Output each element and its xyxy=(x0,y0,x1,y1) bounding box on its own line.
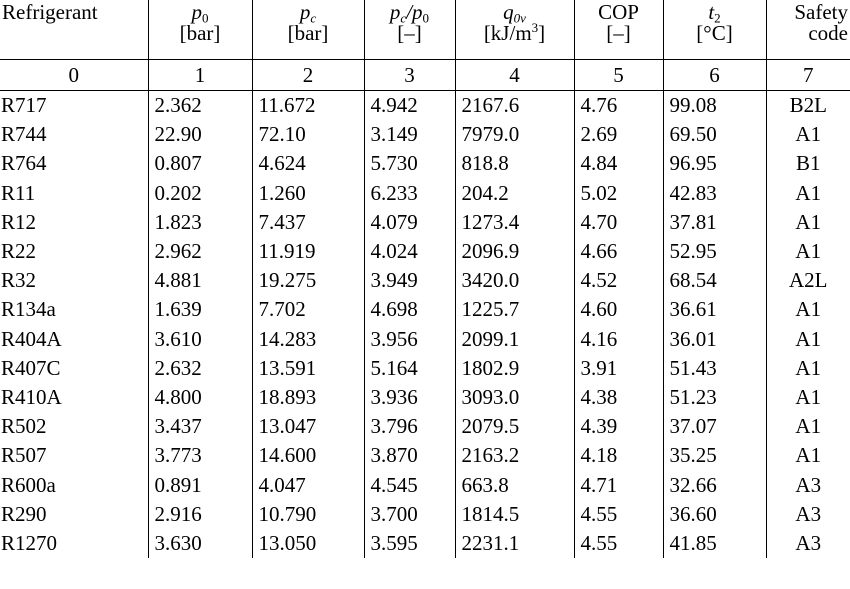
column-number: 3 xyxy=(364,60,455,91)
t2-cell: 96.95 xyxy=(663,149,766,178)
table-row xyxy=(0,179,850,208)
table-row xyxy=(0,149,850,178)
table-row xyxy=(0,120,850,149)
pressure-ratio-cell: 3.149 xyxy=(364,120,455,149)
q0v-cell: 3420.0 xyxy=(455,266,574,295)
p0-cell: 3.773 xyxy=(148,441,252,470)
table-row xyxy=(0,412,850,441)
header-ratio-slash: / xyxy=(406,0,413,24)
pressure-ratio-cell: 4.079 xyxy=(364,208,455,237)
safety-code-cell: A1 xyxy=(766,383,850,412)
q0v-cell: 1273.4 xyxy=(455,208,574,237)
refrigerant-cell: R1270 xyxy=(1,530,58,555)
pc-cell: 13.050 xyxy=(252,529,364,558)
cop-cell: 4.55 xyxy=(574,529,663,558)
table-row xyxy=(0,500,850,529)
cop-cell: 4.16 xyxy=(574,325,663,354)
table-row xyxy=(0,237,850,266)
header-q0v-unit-exponent: 3 xyxy=(531,20,539,36)
column-number: 6 xyxy=(663,60,766,91)
table-row xyxy=(0,383,850,412)
refrigerant-cell: R22 xyxy=(1,239,37,264)
table-row xyxy=(0,91,850,121)
column-number-row xyxy=(0,60,850,91)
header-pc-subscript: c xyxy=(310,10,317,26)
header-t2-unit: [°C] xyxy=(696,21,733,45)
pressure-ratio-cell: 5.730 xyxy=(364,149,455,178)
cop-cell: 4.71 xyxy=(574,470,663,499)
header-q0v-subscript: 0v xyxy=(513,10,526,26)
table-row xyxy=(0,354,850,383)
pressure-ratio-cell: 3.796 xyxy=(364,412,455,441)
q0v-cell: 204.2 xyxy=(455,179,574,208)
safety-code-cell: A1 xyxy=(766,441,850,470)
header-ratio-subscript-1: c xyxy=(400,10,407,26)
safety-code-cell: A3 xyxy=(766,470,850,499)
header-ratio-unit: [–] xyxy=(397,21,422,45)
pressure-ratio-cell: 4.545 xyxy=(364,470,455,499)
refrigerant-cell: R12 xyxy=(1,209,37,234)
header-p0-unit: [bar] xyxy=(179,21,221,45)
header-q0v-symbol: q xyxy=(503,0,514,24)
safety-code-cell: A1 xyxy=(766,325,850,354)
pc-cell: 14.600 xyxy=(252,441,364,470)
safety-code-cell: A1 xyxy=(766,354,850,383)
pc-cell: 10.790 xyxy=(252,500,364,529)
q0v-cell: 2099.1 xyxy=(455,325,574,354)
q0v-cell: 663.8 xyxy=(455,470,574,499)
header-pressure-ratio xyxy=(364,0,455,60)
p0-cell: 2.362 xyxy=(148,91,252,121)
safety-code-cell: A1 xyxy=(766,120,850,149)
t2-cell: 42.83 xyxy=(663,179,766,208)
q0v-cell: 2163.2 xyxy=(455,441,574,470)
pressure-ratio-cell: 3.949 xyxy=(364,266,455,295)
refrigerant-cell: R11 xyxy=(1,180,36,205)
p0-cell: 4.881 xyxy=(148,266,252,295)
t2-cell: 52.95 xyxy=(663,237,766,266)
q0v-cell: 2096.9 xyxy=(455,237,574,266)
table-body xyxy=(0,91,850,559)
table-row xyxy=(0,325,850,354)
refrigerant-cell: R290 xyxy=(1,501,47,526)
header-p0 xyxy=(148,0,252,60)
header-q0v-unit-suffix: ] xyxy=(538,21,546,45)
refrigerant-cell: R507 xyxy=(1,443,47,468)
refrigerant-cell: R764 xyxy=(1,151,47,176)
header-ratio-symbol-1: p xyxy=(389,0,401,24)
refrigerant-cell: R134a xyxy=(1,297,56,322)
header-safety-line-2: code xyxy=(808,21,848,45)
safety-code-cell: A1 xyxy=(766,295,850,324)
safety-code-cell: B2L xyxy=(766,91,850,121)
column-number: 2 xyxy=(252,60,364,91)
header-safety-code xyxy=(766,0,850,60)
cop-cell: 4.70 xyxy=(574,208,663,237)
safety-code-cell: A1 xyxy=(766,179,850,208)
refrigerant-cell: R32 xyxy=(1,268,37,293)
p0-cell: 2.962 xyxy=(148,237,252,266)
p0-cell: 3.630 xyxy=(148,529,252,558)
p0-cell: 4.800 xyxy=(148,383,252,412)
pressure-ratio-cell: 3.595 xyxy=(364,529,455,558)
pc-cell: 7.702 xyxy=(252,295,364,324)
header-pc-unit: [bar] xyxy=(287,21,329,45)
pc-cell: 18.893 xyxy=(252,383,364,412)
column-number: 7 xyxy=(766,60,850,91)
header-cop-label: COP xyxy=(598,0,639,24)
header-ratio-symbol-2: p xyxy=(412,0,423,24)
cop-cell: 2.69 xyxy=(574,120,663,149)
p0-cell: 22.90 xyxy=(148,120,252,149)
table-row xyxy=(0,441,850,470)
safety-code-cell: A1 xyxy=(766,208,850,237)
pc-cell: 14.283 xyxy=(252,325,364,354)
header-cop-unit: [–] xyxy=(606,21,631,45)
p0-cell: 1.823 xyxy=(148,208,252,237)
safety-code-cell: B1 xyxy=(766,149,850,178)
pc-cell: 11.672 xyxy=(252,91,364,121)
refrigerant-cell: R600a xyxy=(1,472,56,497)
pc-cell: 4.624 xyxy=(252,149,364,178)
cop-cell: 4.60 xyxy=(574,295,663,324)
header-pc xyxy=(252,0,364,60)
t2-cell: 99.08 xyxy=(663,91,766,121)
q0v-cell: 1814.5 xyxy=(455,500,574,529)
q0v-cell: 2079.5 xyxy=(455,412,574,441)
q0v-cell: 1802.9 xyxy=(455,354,574,383)
column-number: 0 xyxy=(0,60,148,91)
t2-cell: 37.81 xyxy=(663,208,766,237)
pc-cell: 13.591 xyxy=(252,354,364,383)
refrigerant-cell: R717 xyxy=(0,91,148,121)
safety-code-cell: A1 xyxy=(766,412,850,441)
pressure-ratio-cell: 3.700 xyxy=(364,500,455,529)
table-row xyxy=(0,266,850,295)
t2-cell: 32.66 xyxy=(663,470,766,499)
q0v-cell: 1225.7 xyxy=(455,295,574,324)
refrigerant-cell: R404A xyxy=(1,326,62,351)
pressure-ratio-cell: 6.233 xyxy=(364,179,455,208)
table-row xyxy=(0,295,850,324)
cop-cell: 4.52 xyxy=(574,266,663,295)
q0v-cell: 2231.1 xyxy=(455,529,574,558)
t2-cell: 51.43 xyxy=(663,354,766,383)
cop-cell: 5.02 xyxy=(574,179,663,208)
cop-cell: 4.84 xyxy=(574,149,663,178)
cop-cell: 4.76 xyxy=(574,91,663,121)
q0v-cell: 2167.6 xyxy=(455,91,574,121)
pc-cell: 4.047 xyxy=(252,470,364,499)
pc-cell: 19.275 xyxy=(252,266,364,295)
t2-cell: 69.50 xyxy=(663,120,766,149)
header-p0-subscript: 0 xyxy=(201,10,209,26)
pressure-ratio-cell: 3.956 xyxy=(364,325,455,354)
pc-cell: 72.10 xyxy=(252,120,364,149)
cop-cell: 4.39 xyxy=(574,412,663,441)
q0v-cell: 818.8 xyxy=(455,149,574,178)
cop-cell: 4.38 xyxy=(574,383,663,412)
pressure-ratio-cell: 4.024 xyxy=(364,237,455,266)
cop-cell: 4.66 xyxy=(574,237,663,266)
header-cop xyxy=(574,0,663,60)
pressure-ratio-cell: 4.698 xyxy=(364,295,455,324)
safety-code-cell: A1 xyxy=(766,237,850,266)
p0-cell: 2.632 xyxy=(148,354,252,383)
t2-cell: 36.61 xyxy=(663,295,766,324)
p0-cell: 3.610 xyxy=(148,325,252,354)
p0-cell: 2.916 xyxy=(148,500,252,529)
p0-cell: 1.639 xyxy=(148,295,252,324)
table-row xyxy=(0,208,850,237)
q0v-cell: 7979.0 xyxy=(455,120,574,149)
safety-code-cell: A3 xyxy=(766,529,850,558)
safety-code-cell: A2L xyxy=(766,266,850,295)
refrigerant-cell: R410A xyxy=(1,384,62,409)
pressure-ratio-cell: 3.936 xyxy=(364,383,455,412)
pressure-ratio-cell: 3.870 xyxy=(364,441,455,470)
t2-cell: 36.01 xyxy=(663,325,766,354)
t2-cell: 36.60 xyxy=(663,500,766,529)
pressure-ratio-cell: 5.164 xyxy=(364,354,455,383)
header-t2-subscript: 2 xyxy=(714,10,721,26)
pc-cell: 13.047 xyxy=(252,412,364,441)
pc-cell: 1.260 xyxy=(252,179,364,208)
header-refrigerant-label: Refrigerant xyxy=(2,0,98,24)
t2-cell: 68.54 xyxy=(663,266,766,295)
q0v-cell: 3093.0 xyxy=(455,383,574,412)
cop-cell: 3.91 xyxy=(574,354,663,383)
column-number: 1 xyxy=(148,60,252,91)
column-number: 5 xyxy=(574,60,663,91)
pc-cell: 11.919 xyxy=(252,237,364,266)
header-ratio-subscript-2: 0 xyxy=(422,10,430,26)
cop-cell: 4.18 xyxy=(574,441,663,470)
p0-cell: 0.807 xyxy=(148,149,252,178)
header-row xyxy=(0,0,850,60)
pressure-ratio-cell: 4.942 xyxy=(364,91,455,121)
safety-code-cell: A3 xyxy=(766,500,850,529)
column-number: 4 xyxy=(455,60,574,91)
header-q0v xyxy=(455,0,574,60)
p0-cell: 3.437 xyxy=(148,412,252,441)
t2-cell: 51.23 xyxy=(663,383,766,412)
refrigerant-cell: R502 xyxy=(1,414,47,439)
t2-cell: 37.07 xyxy=(663,412,766,441)
pc-cell: 7.437 xyxy=(252,208,364,237)
header-safety-line-1: Safety xyxy=(794,0,848,24)
header-pc-symbol: p xyxy=(299,0,311,24)
t2-cell: 41.85 xyxy=(663,529,766,558)
header-t2-symbol: t xyxy=(708,0,715,24)
p0-cell: 0.202 xyxy=(148,179,252,208)
p0-cell: 0.891 xyxy=(148,470,252,499)
cop-cell: 4.55 xyxy=(574,500,663,529)
table-row xyxy=(0,529,850,558)
refrigerant-cell: R744 xyxy=(1,122,47,147)
table-row xyxy=(0,470,850,499)
refrigerant-cell: R407C xyxy=(1,355,61,380)
header-refrigerant xyxy=(0,0,148,60)
header-t2 xyxy=(663,0,766,60)
t2-cell: 35.25 xyxy=(663,441,766,470)
header-p0-symbol: p xyxy=(191,0,202,24)
header-q0v-unit-prefix: [kJ/m xyxy=(483,21,532,45)
